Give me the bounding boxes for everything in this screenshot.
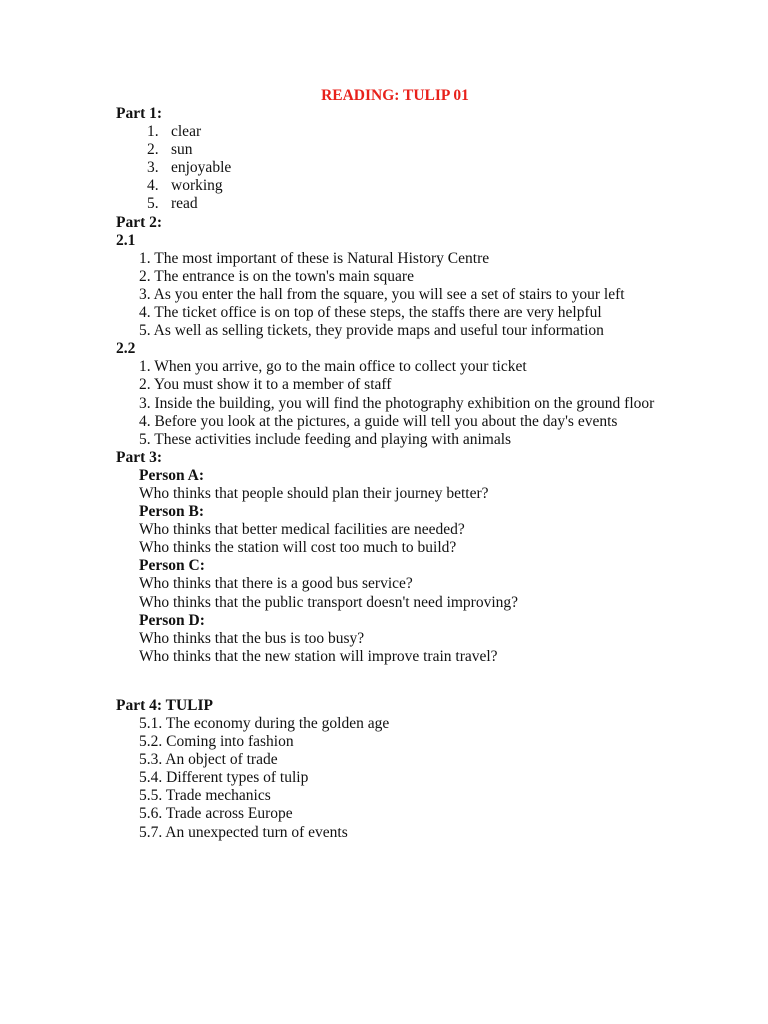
part4-item: 5.3. An object of trade xyxy=(139,751,278,769)
section-2-1-item: 1. The most important of these is Natural History Centre xyxy=(139,249,490,267)
item-text: enjoyable xyxy=(171,159,232,177)
person-d-label: Person D: xyxy=(139,611,205,629)
item-number: 1. xyxy=(147,123,159,141)
section-2-1-item: 3. As you enter the hall from the square, you will see a set of stairs to your left xyxy=(139,285,625,303)
section-2-2-heading: 2.2 xyxy=(116,340,136,358)
person-b-label: Person B: xyxy=(139,503,205,521)
person-d-question: Who thinks that the bus is too busy? xyxy=(139,629,365,647)
item-number: 5. xyxy=(147,195,159,213)
section-2-2-item: 5. These activities include feeding and playing with animals xyxy=(139,430,512,448)
section-2-1-item: 4. The ticket office is on top of these steps, the staffs there are very helpful xyxy=(139,304,602,322)
item-text: clear xyxy=(171,123,202,141)
person-c-question: Who thinks that there is a good bus service? xyxy=(139,575,413,593)
person-b-question: Who thinks that better medical facilities are needed? xyxy=(139,521,465,539)
part1-heading: Part 1: xyxy=(116,105,163,122)
part2-heading: Part 2: xyxy=(116,213,163,231)
part1-item xyxy=(116,177,676,195)
spacer xyxy=(116,666,676,697)
part4-item: 5.7. An unexpected turn of events xyxy=(139,823,348,841)
part4-item: 5.2. Coming into fashion xyxy=(139,733,294,751)
section-2-1-item: 2. The entrance is on the town's main square xyxy=(139,267,414,285)
document-body xyxy=(116,105,676,842)
item-number: 4. xyxy=(147,177,159,195)
section-2-2-item: 1. When you arrive, go to the main office to collect your ticket xyxy=(139,358,527,376)
item-number: 3. xyxy=(147,159,159,177)
part1-item xyxy=(116,123,676,141)
person-a-question: Who thinks that people should plan their journey better? xyxy=(139,484,489,502)
person-c-question: Who thinks that the public transport doesn't need improving? xyxy=(139,593,519,611)
section-2-1-item: 5. As well as selling tickets, they provide maps and useful tour information xyxy=(139,322,604,340)
person-b-question: Who thinks the station will cost too much to build? xyxy=(139,539,457,557)
item-text: working xyxy=(171,177,223,195)
part3-heading: Part 3: xyxy=(116,448,163,466)
item-text: read xyxy=(171,195,198,213)
item-text: sun xyxy=(171,141,193,159)
section-2-1-heading: 2.1 xyxy=(116,231,136,249)
person-c-label: Person C: xyxy=(139,557,205,575)
part1-item xyxy=(116,195,676,213)
section-2-2-item: 3. Inside the building, you will find the photography exhibition on the ground floor xyxy=(139,394,655,412)
item-number: 2. xyxy=(147,141,159,159)
part4-item: 5.1. The economy during the golden age xyxy=(139,715,390,732)
part1-item xyxy=(116,159,676,177)
person-a-label: Person A: xyxy=(139,466,205,484)
person-d-question: Who thinks that the new station will improve train travel? xyxy=(139,647,498,665)
part4-item: 5.6. Trade across Europe xyxy=(139,805,293,823)
part4-heading: Part 4: TULIP xyxy=(116,696,214,714)
part4-item: 5.4. Different types of tulip xyxy=(139,769,309,787)
part4-item: 5.5. Trade mechanics xyxy=(139,787,271,805)
section-2-2-item: 4. Before you look at the pictures, a guide will tell you about the day's events xyxy=(139,412,618,430)
section-2-2-item: 2. You must show it to a member of staff xyxy=(139,376,392,394)
part1-item xyxy=(116,141,676,159)
page-title: READING: TULIP 01 xyxy=(321,87,469,104)
